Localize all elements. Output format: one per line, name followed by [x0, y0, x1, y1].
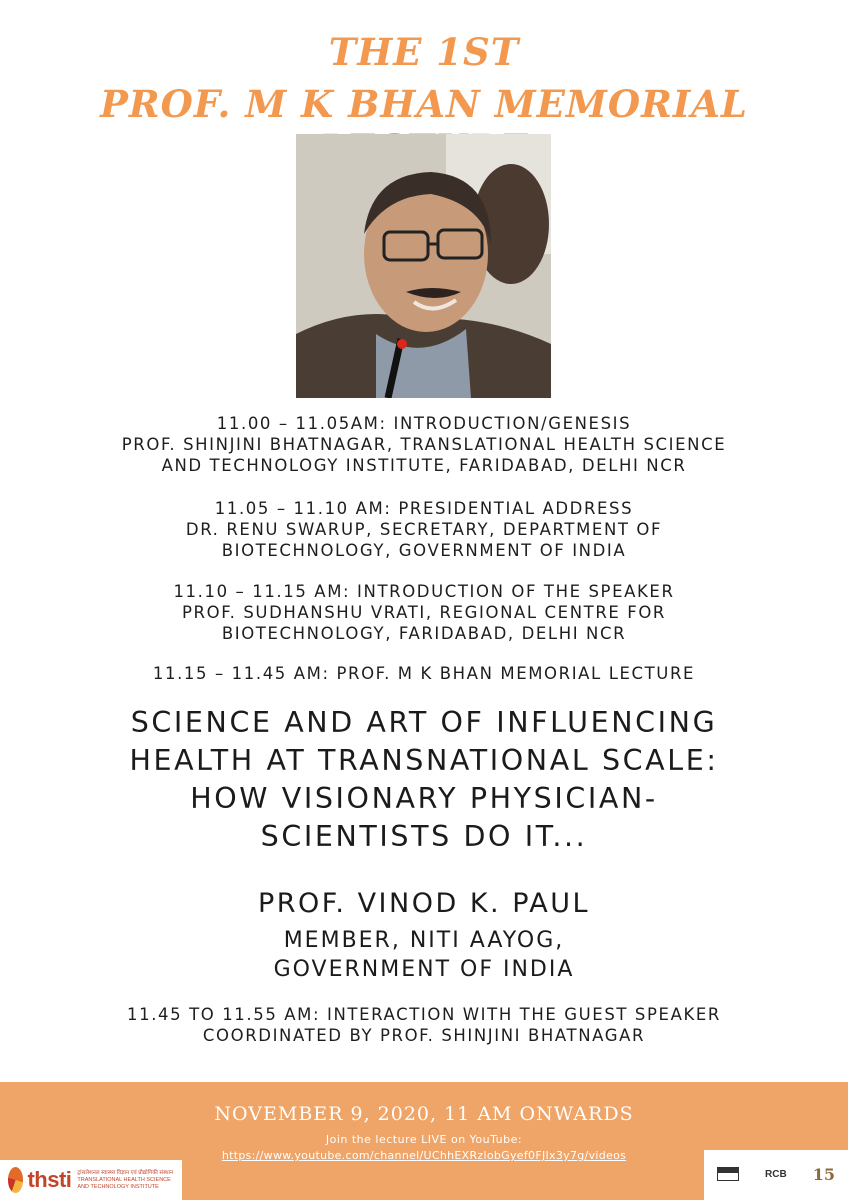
agenda-time: 11.00 – 11.05AM: INTRODUCTION/GENESIS: [216, 414, 632, 433]
thsti-english-name: TRANSLATIONAL HEALTH SCIENCE AND TECHNOLOGY INSTITUTE: [77, 1176, 171, 1190]
agenda-item-speaker-introduction: [0, 581, 848, 644]
thsti-subtitle: [77, 1170, 182, 1191]
unesco-temple-icon: [717, 1167, 739, 1181]
youtube-join-text: Join the lecture LIVE on YouTube:: [325, 1133, 523, 1146]
portrait-image: [296, 134, 551, 398]
agenda-time: 11.10 – 11.15 AM: INTRODUCTION OF THE SPEAKER: [173, 582, 675, 601]
agenda-item-introduction: [0, 413, 848, 476]
lecture-title-line: SCIENCE AND ART OF INFLUENCING: [130, 706, 718, 739]
event-date: NOVEMBER 9, 2020, 11 AM ONWARDS: [214, 1103, 634, 1125]
thsti-hindi-name: ट्रांसलेशनल स्वास्थ्य विज्ञान एवं प्रौद्योगिकी संस्थान: [77, 1169, 174, 1176]
anniversary-number: 15: [812, 1165, 835, 1184]
thsti-wordmark: thsti: [27, 1167, 72, 1192]
rcb-wordmark: RCB: [765, 1169, 787, 1180]
poster-title-line2: PROF. M K BHAN MEMORIAL: [100, 82, 748, 126]
speaker-photo: [296, 134, 551, 398]
speaker-role: [0, 926, 848, 984]
agenda-detail: BIOTECHNOLOGY, GOVERNMENT OF INDIA: [221, 541, 627, 560]
lecture-title-line: HEALTH AT TRANSNATIONAL SCALE:: [129, 744, 719, 777]
anniversary-logo: [812, 1165, 835, 1184]
poster-title-line1: THE 1ST: [328, 30, 520, 74]
speaker-role-line: MEMBER, NITI AAYOG,: [283, 928, 565, 953]
thsti-logo: [0, 1160, 182, 1200]
agenda-detail: COORDINATED BY PROF. SHINJINI BHATNAGAR: [202, 1026, 646, 1045]
youtube-link[interactable]: https://www.youtube.com/channel/UChhEXRzlobGyef0FJIx3y7g/videos: [221, 1149, 627, 1162]
agenda-item-memorial-lecture: [0, 663, 848, 684]
agenda-time: 11.45 TO 11.55 AM: INTERACTION WITH THE GUEST SPEAKER: [127, 1005, 721, 1024]
agenda-item-presidential-address: [0, 498, 848, 561]
rcb-logo: [765, 1169, 787, 1180]
speaker-role-line: GOVERNMENT OF INDIA: [273, 957, 575, 982]
unesco-logo: [717, 1167, 739, 1183]
agenda-detail: PROF. SHINJINI BHATNAGAR, TRANSLATIONAL HEALTH SCIENCE: [121, 435, 727, 454]
agenda-time: 11.05 – 11.10 AM: PRESIDENTIAL ADDRESS: [214, 499, 634, 518]
lecture-title: [0, 704, 848, 856]
partner-logos: [704, 1150, 848, 1200]
thsti-emblem-icon: [8, 1167, 23, 1193]
lecture-title-line: HOW VISIONARY PHYSICIAN-: [190, 782, 658, 815]
speaker-name: PROF. VINOD K. PAUL: [257, 888, 591, 919]
agenda-detail: PROF. SUDHANSHU VRATI, REGIONAL CENTRE FOR: [182, 603, 666, 622]
agenda-detail: AND TECHNOLOGY INSTITUTE, FARIDABAD, DELHI NCR: [161, 456, 687, 475]
agenda-detail: DR. RENU SWARUP, SECRETARY, DEPARTMENT OF: [185, 520, 663, 539]
agenda-time: 11.15 – 11.45 AM: PROF. M K BHAN MEMORIAL LECTURE: [152, 664, 696, 683]
lecture-title-line: SCIENTISTS DO IT...: [260, 820, 588, 853]
agenda-item-interaction: [0, 1004, 848, 1046]
agenda-detail: BIOTECHNOLOGY, FARIDABAD, DELHI NCR: [221, 624, 627, 643]
